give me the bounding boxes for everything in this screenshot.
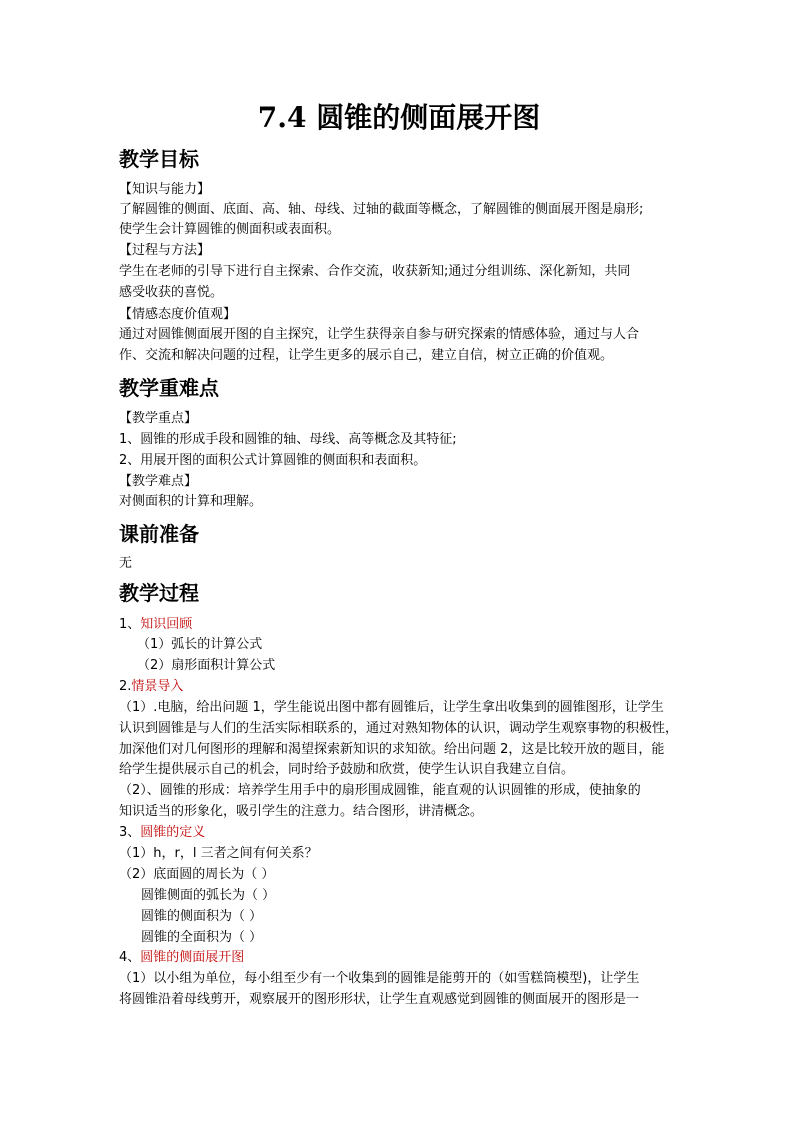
paragraph-line: （2）、圆锥的形成：培养学生用手中的扇形围成圆锥，能直观的认识圆锥的形成，使抽象的 — [119, 783, 641, 798]
heading-teaching-process: 教学过程 — [119, 581, 199, 605]
paragraph-line: 将圆锥沿着母线剪开，观察展开的图形形状，让学生直观感觉到圆锥的侧面展开的图形是一 — [119, 992, 640, 1007]
page-title: 7.4 圆锥的侧面展开图 — [257, 101, 541, 134]
list-item: 1、圆锥的形成手段和圆锥的轴、母线、高等概念及其特征; — [119, 432, 457, 447]
paragraph-line: 通过对圆锥侧面展开图的自主探究，让学生获得亲自参与研究探索的情感体验，通过与人合 — [119, 327, 640, 342]
label-knowledge-ability: 【知识与能力】 — [119, 182, 211, 197]
item-title: 知识回顾 — [140, 617, 193, 632]
section-scenario-intro — [119, 677, 183, 696]
heading-preparation: 课前准备 — [119, 522, 199, 546]
paragraph-line: 给学生提供展示自己的机会，同时给予鼓励和欣赏，使学生认识自我建立自信。 — [119, 762, 575, 777]
item-number: 2. — [119, 679, 132, 694]
list-item: 圆锥的侧面积为（ ） — [141, 909, 263, 924]
label-process-method: 【过程与方法】 — [119, 243, 211, 258]
item-number: 4、 — [119, 950, 141, 965]
label-emotion-values: 【情感态度价值观】 — [119, 307, 237, 322]
list-item: 圆锥的全面积为（ ） — [141, 930, 263, 945]
paragraph-line: 了解圆锥的侧面、底面、高、轴、母线、过轴的截面等概念，了解圆锥的侧面展开图是扇形; — [119, 202, 644, 217]
section-cone-definition — [119, 823, 205, 842]
heading-key-difficult-points: 教学重难点 — [119, 376, 219, 400]
label-teaching-difficulty: 【教学难点】 — [119, 474, 198, 489]
list-item: （1）h，r，l 三者之间有何关系？ — [119, 846, 318, 861]
paragraph-line: 作、交流和解决问题的过程，让学生更多的展示自己，建立自信，树立正确的价值观。 — [119, 348, 614, 363]
list-item: （2）扇形面积计算公式 — [137, 658, 276, 673]
list-item: 圆锥侧面的弧长为（ ） — [141, 888, 276, 903]
paragraph-line: 认识到圆锥是与人们的生活实际相联系的，通过对熟知物体的认识，调动学生观察事物的积极性， — [119, 721, 679, 736]
item-number: 3、 — [119, 825, 141, 840]
item-number: 1、 — [119, 617, 141, 632]
paragraph-line: 感受收获的喜悦。 — [119, 285, 224, 300]
paragraph-line: 知识适当的形象化，吸引学生的注意力。结合图形，讲清概念。 — [119, 804, 484, 819]
item-title: 情景导入 — [131, 679, 184, 694]
section-side-unfolding — [119, 948, 244, 967]
list-item: （2）底面圆的周长为（ ） — [119, 867, 275, 882]
paragraph-line: （1）以小组为单位，每小组至少有一个收集到的圆锥是能剪开的（如雪糕筒模型)，让学生 — [119, 971, 640, 986]
label-teaching-key: 【教学重点】 — [119, 411, 198, 426]
section-knowledge-review — [119, 615, 192, 634]
paragraph-line: 无 — [119, 556, 133, 571]
paragraph-line: （1）.电脑，给出问题 1，学生能说出图中都有圆锥后，让学生拿出收集到的圆锥图形，让学生 — [119, 700, 664, 715]
paragraph-line: 加深他们对几何图形的理解和渴望探索新知识的求知欲。给出问题 2，这是比较开放的题目，能 — [119, 742, 665, 757]
paragraph-line: 使学生会计算圆锥的侧面积或表面积。 — [119, 222, 341, 237]
heading-teaching-goals: 教学目标 — [119, 147, 199, 171]
paragraph-line: 学生在老师的引导下进行自主探索、合作交流，收获新知;通过分组训练、深化新知，共同 — [119, 264, 631, 279]
item-title: 圆锥的侧面展开图 — [140, 950, 245, 965]
list-item: 2、用展开图的面积公式计算圆锥的侧面积和表面积。 — [119, 453, 427, 468]
list-item: （1）弧长的计算公式 — [137, 637, 263, 652]
item-title: 圆锥的定义 — [140, 825, 206, 840]
paragraph-line: 对侧面积的计算和理解。 — [119, 494, 263, 509]
